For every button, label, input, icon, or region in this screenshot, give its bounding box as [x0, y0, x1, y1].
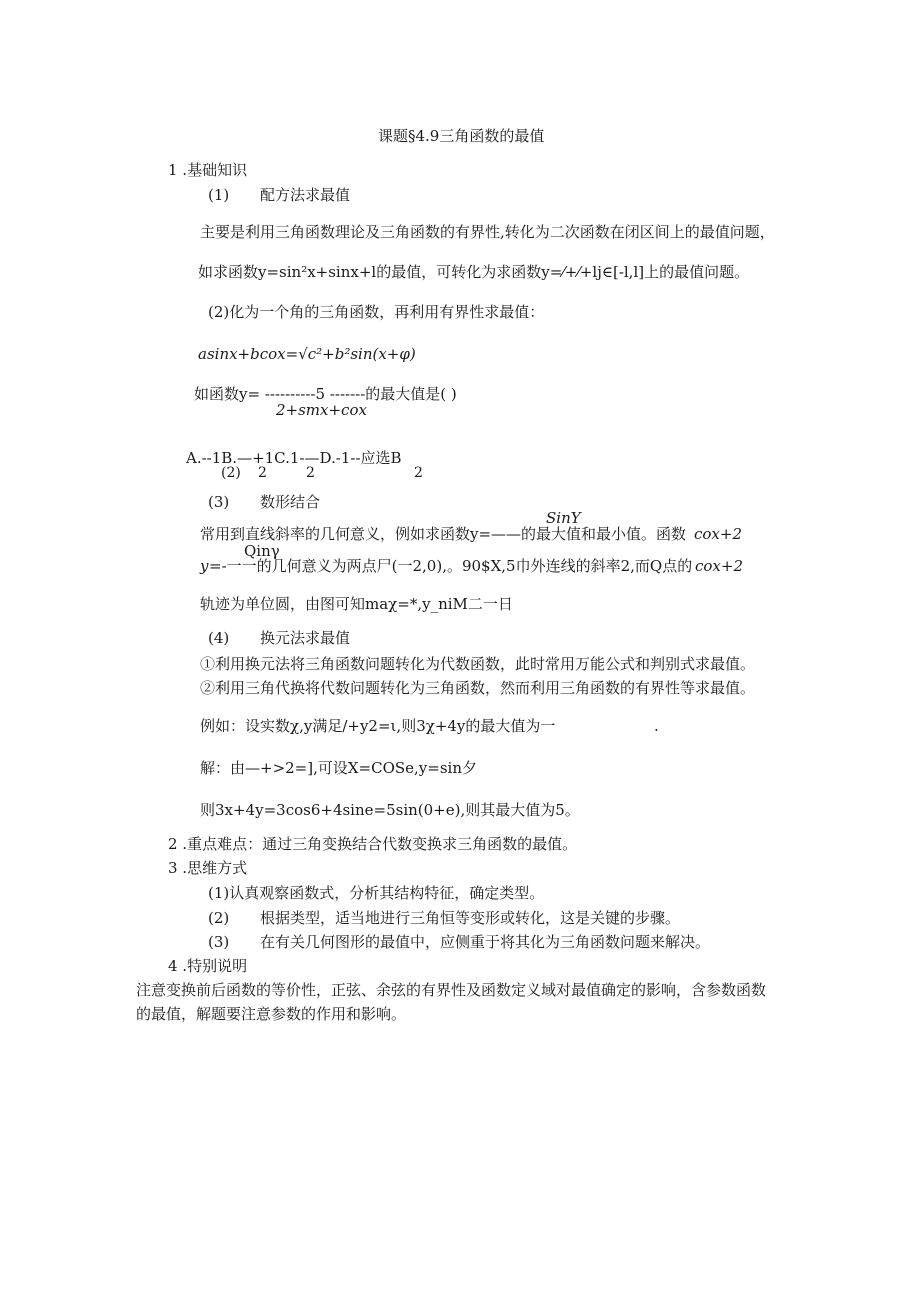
thinking-item-2: 根据类型，适当地进行三角恒等变形或转化，这是关键的步骤。	[260, 909, 681, 927]
answer-options: A.--1B.—+1C.1-—D.-1--应选B	[186, 449, 402, 467]
solution-line-2: 则3x+4y=3cos6+4sine=5sin(0+e),则其最大值为5。	[200, 801, 580, 819]
solution-line-1: 解：由—+>2=],可设X=COSe,y=sin夕	[200, 759, 478, 777]
paragraph-1: 主要是利用三角函数理论及三角函数的有界性,转化为二次函数在闭区间上的最值问题，	[200, 223, 775, 241]
paragraph-4-denominator: cox+2	[695, 557, 744, 575]
item-3-title: 数形结合	[260, 493, 321, 511]
option-subscript-a: (2)	[221, 465, 241, 481]
section-2-heading: 2 .重点难点：通过三角变换结合代数变换求三角函数的最值。	[168, 835, 578, 853]
paragraph-3: 常用到直线斜率的几何意义，例如求函数y=——的最大值和最小值。函数	[200, 525, 687, 543]
example-denominator: 2+smx+cox	[276, 401, 367, 419]
paragraph-3-denominator: cox+2	[694, 525, 743, 543]
formula-auxiliary-angle: asinx+bcox=√c²+b²sin(x+φ)	[198, 345, 416, 363]
thinking-item-1: (1)认真观察函数式，分析其结构特征，确定类型。	[208, 884, 545, 902]
option-subscript-c: 2	[306, 465, 315, 481]
section-3-heading: 3 .思维方式	[168, 859, 248, 877]
item-4-number: (4)	[208, 629, 230, 647]
paragraph-4-variable: y	[200, 557, 209, 575]
paragraph-5: 轨迹为单位圆，由图可知maχ=*,y_niM二一日	[200, 595, 513, 613]
item-2-heading: (2)化为一个角的三角函数，再利用有界性求最值：	[208, 303, 545, 321]
fraction-numerator: SinY	[546, 509, 581, 527]
thinking-item-3-number: (3)	[208, 933, 230, 951]
note-line-1: 注意变换前后函数的等价性，正弦、余弦的有界性及函数定义域对最值确定的影响，含参数函数	[136, 981, 767, 999]
item-4-title: 换元法求最值	[260, 629, 351, 647]
item-3-number: (3)	[208, 493, 230, 511]
paragraph-4: =-一一的几何意义为两点尸(一2,0),。90$X,5巾外连线的斜率2,而Q点的	[209, 557, 693, 575]
paragraph-2: 如求函数y=sin²x+sinx+l的最值，可转化为求函数y=⁄+⁄+lj∈[-l,l]上的最值问题。	[198, 263, 750, 281]
section-1-heading: 1 .基础知识	[168, 161, 248, 179]
example-2-end: .	[654, 717, 659, 735]
item-1-number: (1)	[208, 186, 230, 204]
thinking-item-2-number: (2)	[208, 909, 230, 927]
page-title: 课题§4.9三角函数的最值	[378, 127, 545, 145]
example-question: 如函数y= ----------5 -------的最大值是( )	[194, 385, 457, 403]
paragraph-7: ②利用三角代换将代数问题转化为三角函数，然而利用三角函数的有界性等求最值。	[200, 679, 756, 697]
note-line-2: 的最值，解题要注意参数的作用和影响。	[136, 1005, 407, 1023]
fraction-numerator-2: Qinγ	[244, 542, 280, 560]
paragraph-6: ①利用换元法将三角函数问题转化为代数函数，此时常用万能公式和判别式求最值。	[200, 655, 756, 673]
section-4-heading: 4 .特别说明	[168, 957, 248, 975]
option-subscript-b: 2	[258, 465, 267, 481]
example-2: 例如：设实数χ,y满足/+y2=ι,则3χ+4y的最大值为一	[200, 717, 556, 735]
option-subscript-d: 2	[414, 465, 423, 481]
item-1-title: 配方法求最值	[260, 186, 351, 204]
thinking-item-3: 在有关几何图形的最值中，应侧重于将其化为三角函数问题来解决。	[260, 933, 711, 951]
